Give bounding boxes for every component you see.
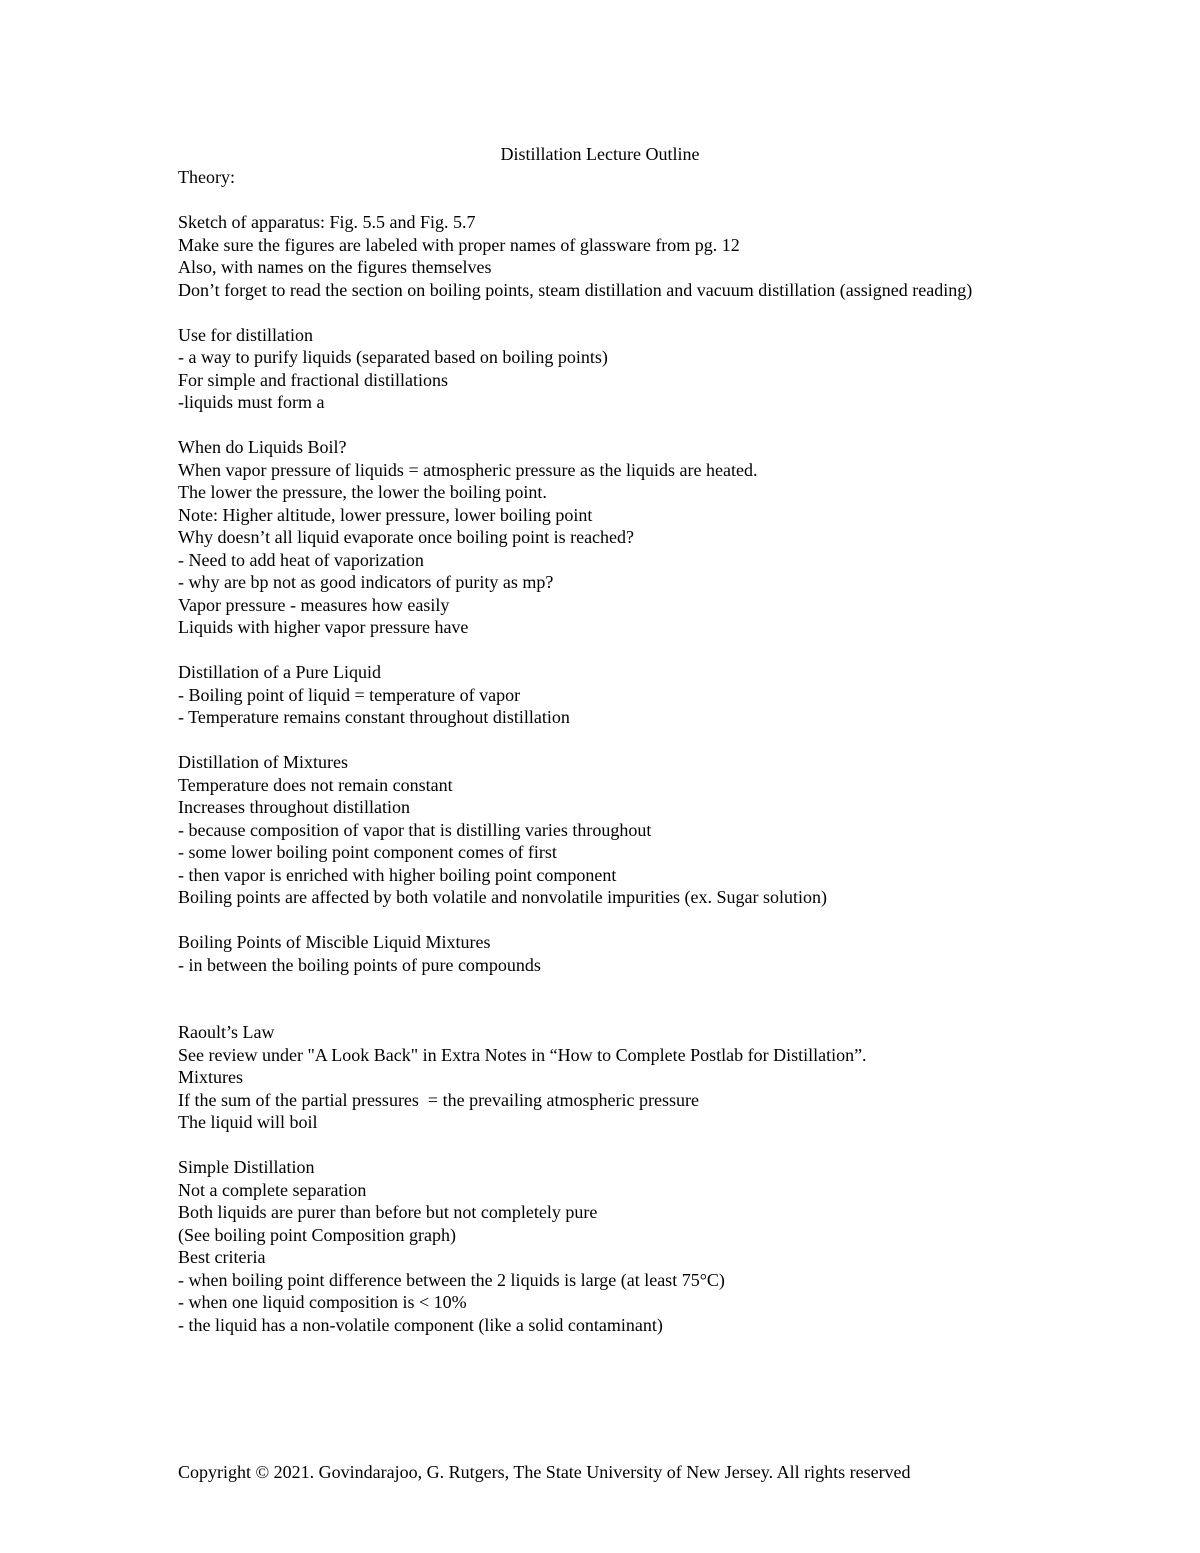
text-line: - Boiling point of liquid = temperature of vapor [178, 684, 521, 705]
text-line: Note: Higher altitude, lower pressure, lower boiling point [178, 504, 593, 525]
section-heading: When do Liquids Boil? [178, 437, 347, 457]
text-line: Mixtures [178, 1067, 243, 1087]
text-line: Why doesn’t all liquid evaporate once boiling point is reached? [178, 527, 635, 547]
section-pure-liquid [178, 661, 998, 729]
copyright-footer: Copyright © 2021. Govindarajoo, G. Rutgers, The State University of New Jersey. All rights reserved [178, 1462, 911, 1482]
text-line: Temperature does not remain constant [178, 774, 453, 795]
text-line: (See boiling point Composition graph) [178, 1224, 456, 1245]
spacer [178, 189, 998, 212]
section-heading: Distillation of a Pure Liquid [178, 662, 381, 682]
theory-heading: Theory: [178, 167, 235, 187]
section-miscible-mixtures [178, 931, 998, 976]
text-line: Liquids with higher vapor pressure have [178, 617, 469, 637]
section-mixtures [178, 751, 998, 909]
text-line: Boiling points are affected by both volatile and nonvolatile impurities (ex. Sugar solution) [178, 887, 828, 907]
text-line: - the liquid has a non-volatile component (like a solid contaminant) [178, 1314, 663, 1335]
spacer [178, 301, 998, 324]
spacer [178, 1134, 998, 1157]
text-line: -liquids must form a [178, 392, 325, 412]
section-heading: Raoult’s Law [178, 1022, 275, 1042]
text-line: Both liquids are purer than before but not completely pure [178, 1202, 598, 1222]
spacer [178, 976, 998, 1021]
text-line: - Temperature remains constant throughout distillation [178, 707, 570, 727]
text-line: - in between the boiling points of pure compounds [178, 954, 541, 975]
text-line: - a way to purify liquids (separated based on boiling points) [178, 347, 608, 367]
text-line: - when boiling point difference between the 2 liquids is large (at least 75°C) [178, 1269, 725, 1290]
text-line: - why are bp not as good indicators of purity as mp? [178, 572, 554, 592]
text-line: If the sum of the partial pressures = the prevailing atmospheric pressure [178, 1089, 699, 1110]
section-simple-distillation [178, 1156, 998, 1336]
text-line: - then vapor is enriched with higher boiling point component [178, 864, 617, 885]
text-line: - Need to add heat of vaporization [178, 549, 424, 570]
section-heading: Boiling Points of Miscible Liquid Mixtures [178, 932, 491, 952]
section-raoults-law [178, 1021, 998, 1134]
text-line: Don’t forget to read the section on boiling points, steam distillation and vacuum distillation (assigned reading) [178, 279, 973, 300]
text-line: - some lower boiling point component comes of first [178, 842, 557, 862]
text-line: See review under "A Look Back" in Extra Notes in “How to Complete Postlab for Distillation”. [178, 1044, 867, 1065]
section-heading: Distillation of Mixtures [178, 752, 348, 772]
text-line: The liquid will boil [178, 1112, 318, 1132]
section-apparatus [178, 211, 998, 301]
section-heading: Use for distillation [178, 324, 313, 345]
text-line: Increases throughout distillation [178, 797, 410, 817]
text-line: - because composition of vapor that is distilling varies throughout [178, 819, 652, 840]
text-line: Make sure the figures are labeled with proper names of glassware from pg. 12 [178, 234, 740, 255]
spacer [178, 639, 998, 662]
text-line: Vapor pressure - measures how easily [178, 594, 450, 615]
spacer [178, 414, 998, 437]
text-line: Also, with names on the figures themselves [178, 257, 492, 277]
section-heading: Sketch of apparatus: Fig. 5.5 and Fig. 5.7 [178, 212, 476, 232]
text-line: When vapor pressure of liquids = atmospheric pressure as the liquids are heated. [178, 459, 758, 480]
text-line: For simple and fractional distillations [178, 369, 448, 390]
spacer [178, 909, 998, 932]
spacer [178, 729, 998, 752]
text-line: The lower the pressure, the lower the boiling point. [178, 482, 547, 502]
document-body [178, 166, 998, 1336]
text-line: Not a complete separation [178, 1179, 367, 1200]
text-line: - when one liquid composition is < 10% [178, 1292, 467, 1312]
text-line: Best criteria [178, 1247, 266, 1267]
section-use-for-distillation [178, 324, 998, 414]
section-heading: Simple Distillation [178, 1157, 315, 1177]
section-when-liquids-boil [178, 436, 998, 639]
page-title: Distillation Lecture Outline [500, 144, 700, 164]
